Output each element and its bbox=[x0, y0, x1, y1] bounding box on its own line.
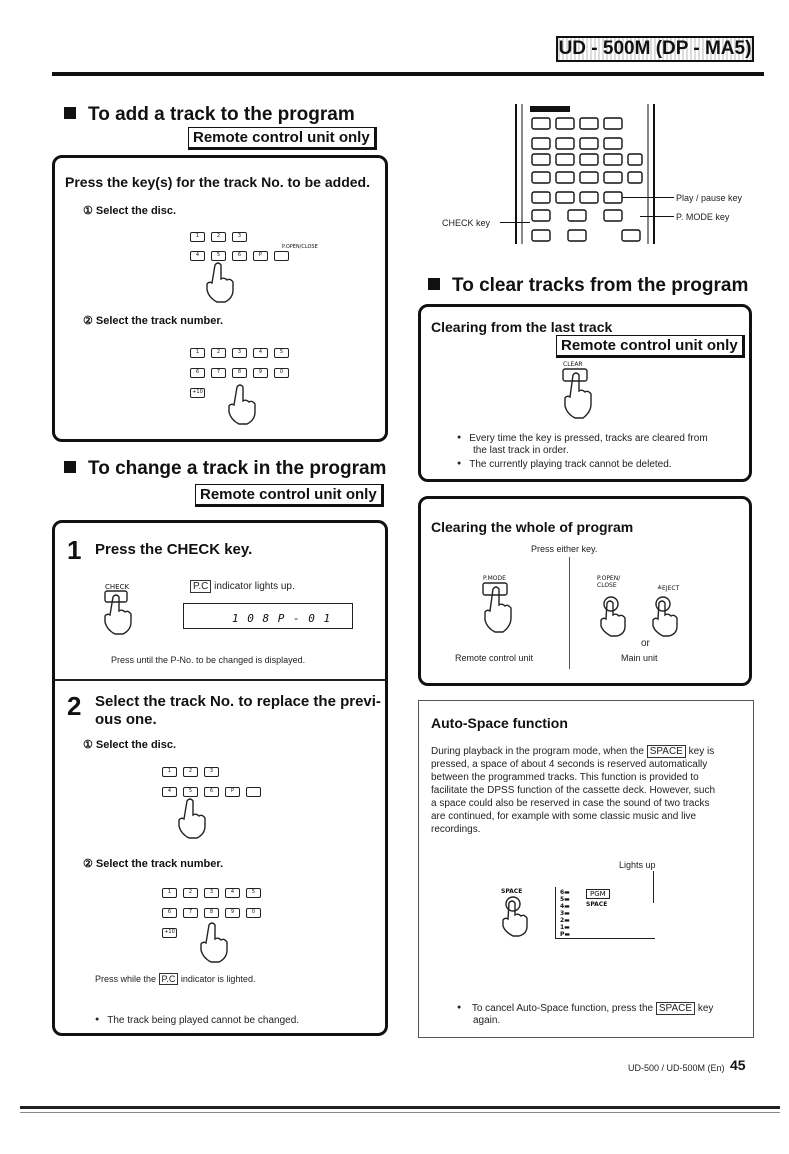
disc-key[interactable]: P bbox=[253, 251, 268, 261]
clear-heading-text: To clear tracks from the program bbox=[452, 275, 749, 296]
change-step2-title-2: ous one. bbox=[95, 711, 157, 728]
clear-whole-title: Clearing the whole of program bbox=[431, 519, 634, 535]
model-tag: UD - 500M (DP - MA5) bbox=[556, 36, 754, 62]
add-heading-text: To add a track to the program bbox=[88, 104, 355, 125]
change-panel bbox=[52, 520, 388, 1036]
open-close-key[interactable] bbox=[274, 251, 289, 261]
add-heading bbox=[64, 104, 355, 126]
pmode-key-label: P. MODE key bbox=[676, 212, 730, 222]
disc-key[interactable]: 3 bbox=[232, 232, 247, 242]
leader-line bbox=[500, 222, 530, 223]
remote-illustration bbox=[512, 104, 658, 244]
auto-cancel-c: again. bbox=[473, 1015, 501, 1026]
disc-indicators: 6▬ 5▬ 4▬ 3▬ 2▬ 1▬ P▬ bbox=[560, 889, 571, 938]
plus10-key[interactable]: +10 bbox=[190, 388, 205, 398]
bullet-square bbox=[64, 461, 76, 473]
press-while-text bbox=[95, 973, 255, 986]
hand-press-clear-icon bbox=[561, 367, 603, 423]
bullet-square bbox=[64, 107, 76, 119]
hand-press-pmode-icon bbox=[481, 581, 523, 637]
indicator-panel bbox=[555, 887, 655, 939]
disc-keys-row1 bbox=[190, 232, 247, 242]
change-heading bbox=[64, 458, 386, 480]
change-step2-title-1: Select the track No. to replace the previ- bbox=[95, 693, 381, 710]
track-key[interactable]: 8 bbox=[232, 368, 247, 378]
track-key[interactable]: 6 bbox=[190, 368, 205, 378]
open-close-key[interactable] bbox=[246, 787, 261, 797]
popen-label: P.OPEN/ CLOSE bbox=[597, 575, 621, 589]
cancel-text-b: key bbox=[697, 1003, 714, 1014]
bottom-rule bbox=[20, 1106, 780, 1109]
display-readout: 1 0 8 P - 0 1 bbox=[232, 612, 332, 625]
change-step1-title: Press the CHECK key. bbox=[95, 541, 253, 558]
space-key-box: SPACE bbox=[647, 745, 686, 758]
track-key[interactable]: 9 bbox=[253, 368, 268, 378]
hand-press-popen-icon bbox=[597, 595, 633, 639]
add-step2: ② Select the track number. bbox=[83, 315, 224, 327]
clear-last-title: Clearing from the last track bbox=[431, 319, 613, 335]
auto-space-panel bbox=[418, 700, 754, 1038]
auto-p1: During playback in the program mode, when the bbox=[431, 746, 644, 757]
disc-key[interactable]: 2 bbox=[211, 232, 226, 242]
disc-key[interactable]: 6 bbox=[204, 787, 219, 797]
disc-key[interactable]: 4 bbox=[190, 251, 205, 261]
clear-bullet1-b: the last track in order. bbox=[473, 445, 569, 456]
disc-key[interactable]: 1 bbox=[190, 232, 205, 242]
track-key[interactable]: 4 bbox=[253, 348, 268, 358]
lights-up-label: Lights up bbox=[619, 860, 656, 870]
disc-keys-row2 bbox=[190, 251, 289, 261]
track-key[interactable]: 2 bbox=[211, 348, 226, 358]
eject-label: ≜EJECT bbox=[657, 585, 680, 592]
track-key[interactable]: 8 bbox=[204, 908, 219, 918]
track-key[interactable]: 5 bbox=[274, 348, 289, 358]
remote-unit-label: Remote control unit bbox=[455, 653, 534, 663]
leader-line bbox=[640, 216, 674, 217]
or-text: or bbox=[641, 638, 650, 649]
change-step1-note: Press until the P-No. to be changed is displayed. bbox=[111, 655, 306, 665]
change-step2-sub2: ② Select the track number. bbox=[83, 858, 224, 870]
open-close-label: P.OPEN/CLOSE bbox=[282, 244, 318, 250]
disc-key[interactable]: 5 bbox=[183, 787, 198, 797]
cancel-text-a: To cancel Auto-Space function, press the bbox=[471, 1003, 654, 1014]
page-number: 45 bbox=[730, 1057, 746, 1073]
auto-line5: a space could also be reserved in case the sound of two tracks bbox=[431, 798, 710, 809]
clear-last-panel bbox=[418, 304, 752, 482]
pc-lights-text bbox=[190, 580, 295, 593]
check-label: CHECK bbox=[105, 583, 130, 591]
disc-key[interactable]: 1 bbox=[162, 767, 177, 777]
space-indicator: SPACE bbox=[586, 901, 608, 908]
step-divider bbox=[55, 679, 385, 681]
footer-model: UD-500 / UD-500M (En) bbox=[628, 1063, 725, 1073]
pc-indicator: P.C bbox=[159, 973, 179, 985]
change-step2-sub1: ① Select the disc. bbox=[83, 739, 177, 751]
press-while-label: Press while the bbox=[95, 974, 157, 984]
disc-key[interactable]: 2 bbox=[183, 767, 198, 777]
hand-press-icon bbox=[223, 383, 263, 425]
track-key[interactable]: 0 bbox=[274, 368, 289, 378]
press-either: Press either key. bbox=[531, 544, 598, 554]
pgm-indicator: PGM bbox=[586, 889, 610, 899]
leader-line bbox=[653, 871, 654, 903]
disc-keys-row1 bbox=[162, 767, 219, 777]
pc-lights-label: indicator lights up. bbox=[214, 581, 295, 592]
header-rule bbox=[52, 72, 764, 76]
change-tag: Remote control unit only bbox=[195, 484, 384, 507]
track-key[interactable]: 9 bbox=[225, 908, 240, 918]
clear-label: CLEAR bbox=[563, 361, 583, 368]
auto-line3: between the programmed tracks. This function is provided to bbox=[431, 772, 699, 783]
hand-press-check-icon bbox=[101, 589, 141, 637]
track-key[interactable]: 6 bbox=[162, 908, 177, 918]
bullet-square bbox=[428, 278, 440, 290]
hand-press-icon bbox=[173, 797, 213, 839]
change-bullet: ● The track being played cannot be changed. bbox=[95, 1013, 299, 1027]
auto-title: Auto-Space function bbox=[431, 715, 568, 731]
hand-press-space-icon bbox=[499, 895, 535, 939]
track-key[interactable]: 3 bbox=[232, 348, 247, 358]
change-heading-text: To change a track in the program bbox=[88, 458, 387, 479]
track-key[interactable]: 2 bbox=[183, 888, 198, 898]
auto-line6: are continued, for example with some classic music and live bbox=[431, 811, 697, 822]
track-key[interactable]: 1 bbox=[162, 888, 177, 898]
track-keys-row2 bbox=[162, 908, 261, 918]
add-step1: ① Select the disc. bbox=[83, 205, 177, 217]
auto-line4: facilitate the DPSS function of the cassette deck. However, such bbox=[431, 785, 716, 796]
auto-line7: recordings. bbox=[431, 824, 481, 835]
space-label: SPACE bbox=[501, 888, 523, 895]
pc-indicator: P.C bbox=[190, 580, 211, 593]
clear-bullet2: ● The currently playing track cannot be deleted. bbox=[457, 457, 672, 471]
track-key[interactable]: 5 bbox=[246, 888, 261, 898]
auto-line2: pressed, a space of about 4 seconds is reserved automatically bbox=[431, 759, 708, 770]
clear-bullet1-a: ● Every time the key is pressed, tracks are cleared from bbox=[457, 431, 708, 445]
disc-key[interactable]: 4 bbox=[162, 787, 177, 797]
leader-line bbox=[622, 197, 674, 198]
hand-press-icon bbox=[195, 921, 235, 963]
pmode-label: P.MODE bbox=[483, 575, 506, 582]
add-panel bbox=[52, 155, 388, 442]
press-while-label-2: indicator is lighted. bbox=[180, 974, 256, 984]
bottom-rule-2 bbox=[20, 1112, 780, 1113]
main-unit-label: Main unit bbox=[621, 653, 658, 663]
track-keys-row1 bbox=[190, 348, 289, 358]
track-keys-row2 bbox=[190, 368, 289, 378]
clear-whole-panel bbox=[418, 496, 752, 686]
hand-press-eject-icon bbox=[649, 595, 685, 639]
disc-key[interactable]: 6 bbox=[232, 251, 247, 261]
track-key[interactable]: 4 bbox=[225, 888, 240, 898]
auto-cancel bbox=[457, 1001, 713, 1015]
divider-line bbox=[569, 557, 570, 669]
disc-key[interactable]: 3 bbox=[204, 767, 219, 777]
space-key-box: SPACE bbox=[656, 1002, 695, 1015]
track-key[interactable]: 0 bbox=[246, 908, 261, 918]
disc-key[interactable]: 5 bbox=[211, 251, 226, 261]
disc-keys-row2 bbox=[162, 787, 261, 797]
step-number-1: 1 bbox=[67, 535, 82, 565]
add-instruction: Press the key(s) for the track No. to be added. bbox=[65, 174, 370, 190]
plus10-key[interactable]: +10 bbox=[162, 928, 177, 938]
clear-tag: Remote control unit only bbox=[556, 335, 745, 358]
play-pause-label: Play / pause key bbox=[676, 193, 743, 203]
hand-press-icon bbox=[201, 261, 241, 303]
display-panel bbox=[183, 603, 353, 629]
track-key[interactable]: 1 bbox=[190, 348, 205, 358]
disc-key[interactable]: P bbox=[225, 787, 240, 797]
check-key-label: CHECK key bbox=[442, 218, 491, 228]
auto-p1b: key is bbox=[688, 746, 715, 757]
track-key[interactable]: 3 bbox=[204, 888, 219, 898]
track-keys-row1 bbox=[162, 888, 261, 898]
clear-heading bbox=[428, 275, 748, 297]
auto-line1 bbox=[431, 745, 714, 758]
add-tag: Remote control unit only bbox=[188, 127, 377, 150]
step-number-2: 2 bbox=[67, 691, 82, 721]
track-key[interactable]: 7 bbox=[211, 368, 226, 378]
track-key[interactable]: 7 bbox=[183, 908, 198, 918]
